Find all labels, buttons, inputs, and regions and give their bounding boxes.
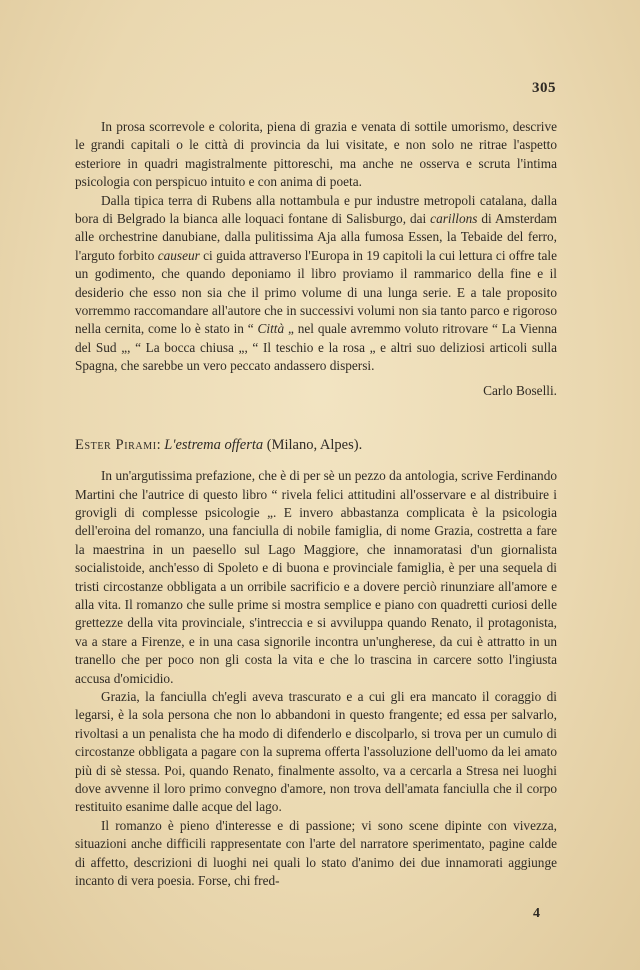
text-span: „ nel quale avremmo voluto ritrovare “ La Vienna del Sud „, “ La bocca chiusa „, “ Il teschio e la rosa „ e altri suo deliziosi articoli sulla Spagna, che sarebbe un vero peccato andassero dispersi. [75,321,558,374]
review2-author: Ester Pirami [75,437,157,454]
review2-paragraph-2: Grazia, la fanciulla ch'egli aveva trascurato e a cui gli era mancato il coraggio di legarsi, è la sola persona che non lo abbandoni in questo frangente; ed essa per salvarlo, rivoltasi a un penalista che ha modo di difenderlo e discolparlo, si trova per un cumulo di circostanze obbligata a pagare con la suprema offerta l'assoluzione dell'uomo da lei amato più di sè stessa. Poi, quando Renato, finalmente assolto, va a cercarla a Stresa nei luoghi dove avvenne il loro primo convegno d'amore, non trova dell'amata fanciulla che il corpo restituito esanime dalle acque del lago. [75,688,557,815]
italic-word-citta: Città [257,321,285,337]
review2-paragraph-1: In un'argutissima prefazione, che è di per sè un pezzo da antologia, scrive Ferdinando Martini che l'autrice di questo libro “ rivela felici attitudini all'osservare e al distribuire i grovigli di complesse psicologie „. E invero abbastanza complicata è la psicologia dell'eroina del romanzo, una fanciulla di nobile famiglia, di nome Grazia, costretta a fare la maestrina in un paesello sul Lago Maggiore, che innamoratasi d'un giornalista socialistoide, anch'esso di Spoleto e di buona e provinciale famiglia, è per una sequela di tristi circostanze obbligata a un orribile sacrificio e a dovere perciò rinunziare all'amore e alla vita. Il romanzo che sulle prime si mostra semplice e piano con quadretti curiosi delle grettezze della vita provinciale, s'intreccia e si avviluppa quando Renato, il protagonista, va a stare a Firenze, e in una casa signorile incontra un'ungherese, da cui è attratto in un tranello che per poco non gli costa la vita e che lo trascina in carcere sotto l'ingiusta accusa d'omicidio. [75,468,557,686]
review2-header [75,436,557,455]
signature-mark: 4 [533,906,540,921]
review1-paragraph-2 [75,192,557,376]
italic-word-carillons: carillons [430,211,478,227]
text-span: Dalla tipica terra di Rubens alla nottambula e pur industre metropoli catalana, dalla bora di Belgrado la bianca alle loquaci fontane di Salisburgo, dai [75,192,557,227]
review2-publisher: (Milano, Alpes). [263,437,363,454]
review2-paragraph-3: Il romanzo è pieno d'interesse e di passione; vi sono scene dipinte con vivezza, situazioni anche difficili rappresentate con l'arte del narratore sperimentato, pagine calde di affetto, descrizioni di luoghi nei quali lo stato d'animo dei due innamorati aggiunge incanto di vera poesia. Forse, chi fred- [75,817,557,889]
review2-book-title: L'estrema offerta [164,437,264,454]
page-body [75,118,557,890]
header-separator: : [156,437,165,454]
text-span: di Amsterdam alle orchestrine danubiane, dalla pulitissima Aja alla fumosa Essen, la Tebaide del ferro, l'arguto forbito [75,211,557,263]
page-number: 305 [532,80,556,96]
text-span: ci guida attraverso l'Europa in 19 capitoli la cui lettura ci offre tale un godimento, che quando deponiamo il libro proviamo il rammarico della fine e il desiderio che esso non sia che il primo volume di una lunga serie. E a tale proposito vorremmo raccomandare all'autore che in successivi volumi non sia tanto parco e rigoroso nella cernita, come lo è stato in “ [75,247,557,337]
review1-signature: Carlo Boselli. [483,382,557,398]
italic-word-causeur: causeur [157,247,200,263]
review1-paragraph-1: In prosa scorrevole e colorita, piena di grazia e venata di sottile umorismo, descrive le grandi capitali o le città di provincia da lui visitate, e non solo ne ritrae l'aspetto esteriore in quadri magistralmente pittoreschi, ma anche ne osserva e scruta l'intima psicologia con perspicuo intuito e con anima di poeta. [75,119,557,190]
